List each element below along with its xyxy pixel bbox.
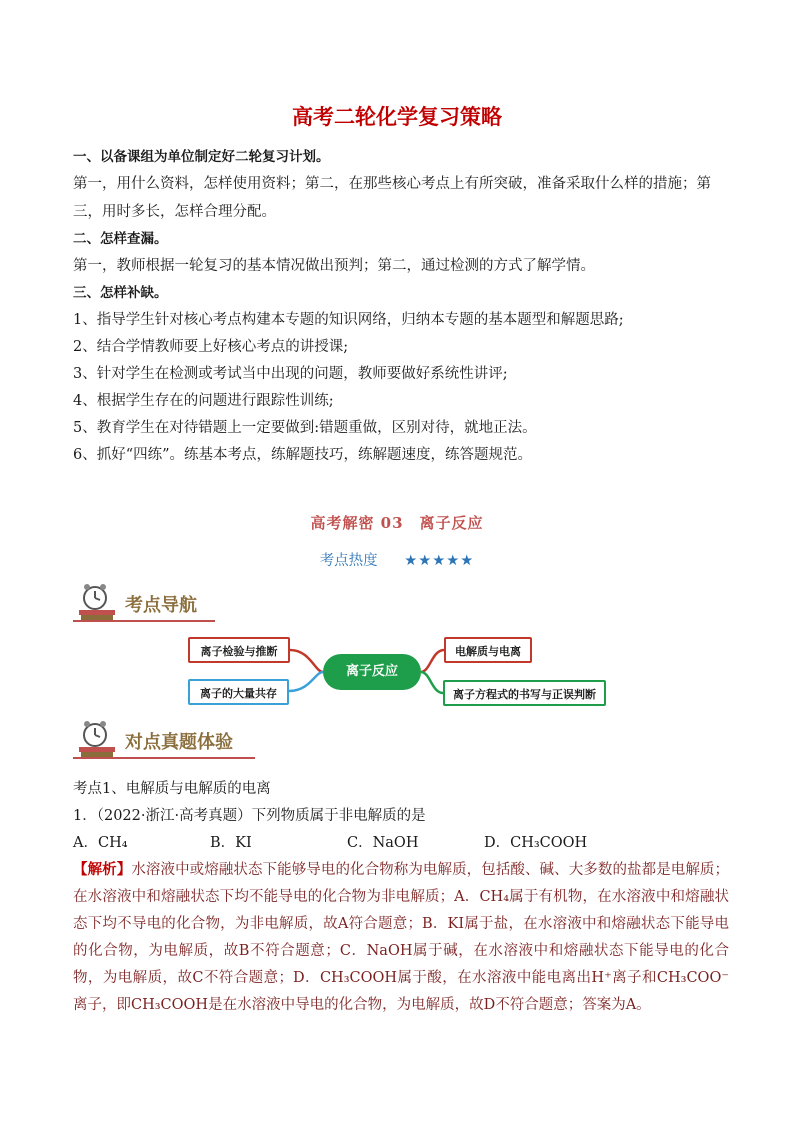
heading-fill: 三、怎样补缺。 xyxy=(73,285,168,301)
question-topic: 考点1、电解质与电解质的电离 xyxy=(73,781,271,797)
paragraph-plan: 第一，用什么资料，怎样使用资料；第二，在那些核心考点上有所突破，准备采取什么样的措施；第三，用时多长，怎样合理分配。 xyxy=(73,176,711,220)
list-item: 1、指导学生针对核心考点构建本专题的知识网络，归纳本专题的基本题型和解题思路; xyxy=(73,312,624,328)
paragraph-check: 第一，教师根据一轮复习的基本情况做出预判；第二，通过检测的方式了解学情。 xyxy=(73,258,595,274)
list-item: 5、教育学生在对待错题上一定要做到:错题重做，区别对待，就地正法。 xyxy=(73,420,537,436)
heading-check: 二、怎样查漏。 xyxy=(73,231,168,247)
mindmap-node-coexistence: 离子的大量共存 xyxy=(188,679,289,705)
clock-books-icon xyxy=(75,719,119,759)
page-title: 高考二轮化学复习策略 xyxy=(292,105,502,129)
question-analysis xyxy=(73,857,729,1019)
banner-practice xyxy=(73,719,255,759)
list-item: 2、结合学情教师要上好核心考点的讲授课; xyxy=(73,339,349,355)
question-stem: 1．（2022·浙江·高考真题）下列物质属于非电解质的是 xyxy=(73,808,426,824)
option-c: C．NaOH xyxy=(347,835,419,851)
heat-stars: ★★★★★ xyxy=(404,553,475,569)
mindmap-center: 离子反应 xyxy=(323,654,421,690)
mindmap-node-equation: 离子方程式的书写与正误判断 xyxy=(443,680,606,706)
mindmap-node-electrolyte: 电解质与电离 xyxy=(444,637,532,663)
list-item: 6、抓好“四练”。练基本考点，练解题技巧，练解题速度，练答题规范。 xyxy=(73,447,533,463)
analysis-tag: 【解析】 xyxy=(73,862,132,878)
list-item: 3、针对学生在检测或考试当中出现的问题，教师要做好系统性讲评; xyxy=(73,366,508,382)
mindmap-node-ion-test: 离子检验与推断 xyxy=(188,637,290,663)
analysis-text: 水溶液中或熔融状态下能够导电的化合物称为电解质，包括酸、碱、大多数的盐都是电解质；在水溶液中和熔融状态下均不能导电的化合物为非电解质；A．CH₄属于有机物，在水溶液中和熔融状态下均不导电的化合物，为非电解质，故A符合题意；B．KI属于盐，在水溶液中和熔融状态下能导电的化合物，为电解质，故B不符合题意；C．NaOH属于碱，在水溶液中和熔融状态下能导电的化合物，为电解质，故C不符合题意；D．CH₃COOH属于酸，在水溶液中能电离出H⁺离子和CH₃COO⁻离子，即CH₃COOH是在水溶液中导电的化合物，为电解质，故D不符合题意；答案为A。 xyxy=(73,862,730,1013)
question-options xyxy=(73,830,723,857)
option-b: B．KI xyxy=(210,835,252,851)
banner-nav-label: 考点导航 xyxy=(125,595,197,616)
list-item: 4、根据学生存在的问题进行跟踪性训练; xyxy=(73,393,334,409)
heat-label: 考点热度 xyxy=(319,553,378,569)
banner-practice-label: 对点真题体验 xyxy=(125,732,233,753)
option-d: D．CH₃COOH xyxy=(484,835,588,851)
option-a: A．CH₄ xyxy=(73,835,128,851)
section-title: 高考解密 03 离子反应 xyxy=(310,514,484,532)
heading-plan: 一、以备课组为单位制定好二轮复习计划。 xyxy=(73,149,330,165)
